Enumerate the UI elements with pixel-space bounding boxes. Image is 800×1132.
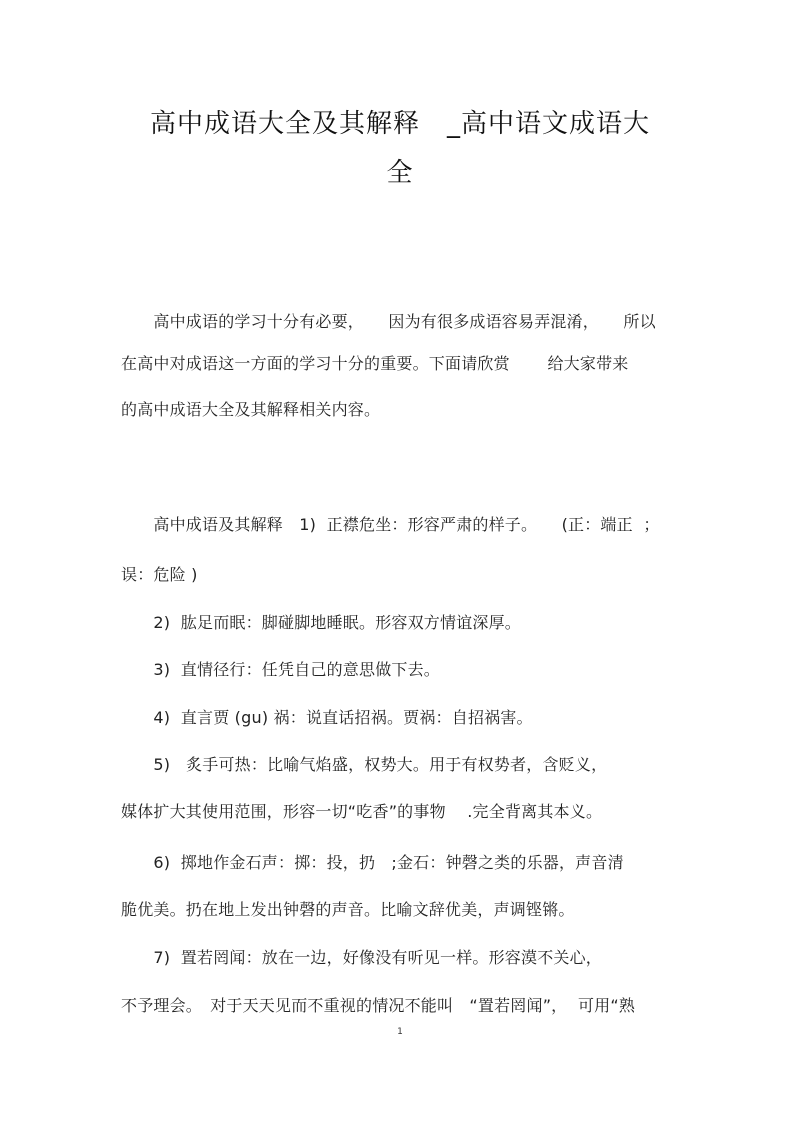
paragraph-line: 高中成语及其解释 1) 正襟危坐：形容严肃的样子。 (正：端正 ； bbox=[121, 515, 660, 534]
document-title-line-2: 全 bbox=[386, 158, 414, 188]
paragraph-line: 不予理会。 对于天天见而不重视的情况不能叫 “置若罔闻”， 可用“熟 bbox=[121, 996, 636, 1015]
paragraph-line: 7) 置若罔闻：放在一边，好像没有听见一样。形容漠不关心， bbox=[121, 948, 602, 967]
paragraph-line: 脆优美。扔在地上发出钟磬的声音。比喻文辞优美，声调铿锵。 bbox=[121, 900, 575, 919]
paragraph-line: 在高中对成语这一方面的学习十分的重要。下面请欣赏 给大家带来 bbox=[121, 354, 629, 373]
paragraph-line: 6) 掷地作金石声：掷：投，扔 ;金石：钟磬之类的乐器，声音清 bbox=[121, 853, 624, 872]
paragraph-line: 2) 肱足而眠：脚碰脚地睡眠。形容双方情谊深厚。 bbox=[121, 613, 521, 632]
paragraph-line: 的高中成语大全及其解释相关内容。 bbox=[121, 400, 381, 419]
page-number: 1 bbox=[397, 1027, 403, 1037]
paragraph-line: 高中成语的学习十分有必要， 因为有很多成语容易弄混淆， 所以 bbox=[121, 312, 656, 331]
document-title-line-1: 高中成语大全及其解释 _高中语文成语大 bbox=[149, 109, 650, 139]
paragraph-line: 3) 直情径行：任凭自己的意思做下去。 bbox=[121, 660, 440, 679]
paragraph-line: 误：危险 ) bbox=[121, 565, 198, 584]
paragraph-line: 5) 炙手可热：比喻气焰盛，权势大。用于有权势者，含贬义， bbox=[121, 755, 608, 774]
paragraph-line: 媒体扩大其使用范围，形容一切“吃香”的事物 .完全背离其本义。 bbox=[121, 802, 603, 821]
paragraph-line: 4) 直言贾 (gu) 祸：说直话招祸。贾祸：自招祸害。 bbox=[121, 708, 533, 727]
